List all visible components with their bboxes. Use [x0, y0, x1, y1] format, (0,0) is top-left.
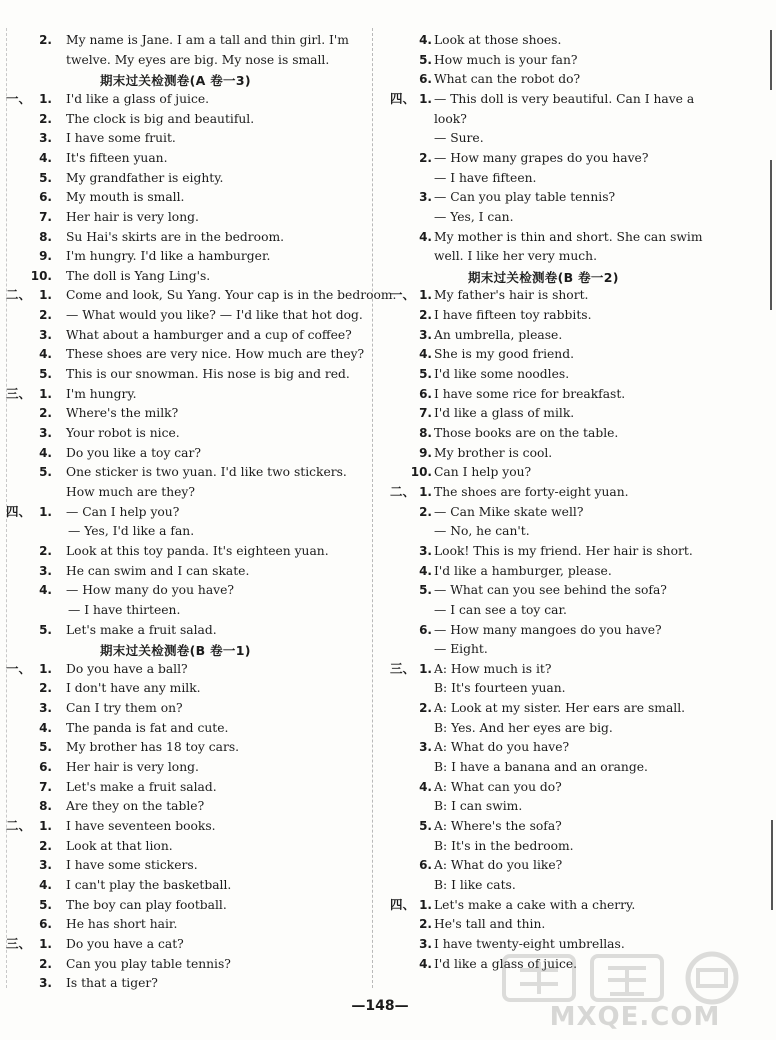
item-number: 4.: [419, 347, 432, 362]
answer-text: My brother has 18 toy cars.: [66, 740, 240, 755]
item-number: 7.: [419, 406, 432, 421]
item-number: 1.: [39, 819, 52, 833]
item-number: 9.: [419, 445, 432, 460]
answer-text: I have some stickers.: [66, 858, 198, 873]
answer-text: My mouth is small.: [66, 190, 185, 205]
answer-text: Look at that lion.: [66, 838, 173, 853]
answer-text: well. I like her very much.: [434, 249, 597, 264]
item-number: 4.: [419, 563, 432, 578]
item-number: 4.: [419, 229, 432, 244]
answer-text: One sticker is two yuan. I'd like two stickers.: [66, 465, 347, 480]
answer-text: Those books are on the table.: [434, 426, 619, 440]
item-number: 1.: [419, 91, 432, 106]
item-number: 2.: [419, 504, 432, 519]
answer-text: Look at this toy panda. It's eighteen yuan.: [66, 543, 329, 558]
answer-text: Where's the milk?: [66, 406, 179, 421]
item-number: 9.: [39, 249, 52, 264]
answer-text: My father's hair is short.: [434, 288, 589, 303]
section-title: 期末过关检测卷(B 卷一2): [468, 269, 619, 285]
item-number: 3.: [419, 327, 432, 342]
answer-text: B: It's fourteen yuan.: [434, 681, 566, 696]
answer-text: He's tall and thin.: [434, 917, 546, 932]
answer-text: I'm hungry. I'd like a hamburger.: [66, 249, 271, 264]
answer-text: Can I try them on?: [66, 701, 183, 716]
item-number: 2.: [39, 33, 52, 47]
answer-text: I'd like a hamburger, please.: [434, 563, 612, 578]
answer-text: look?: [434, 111, 467, 126]
item-number: 4.: [419, 779, 432, 794]
section-marker: 二、: [390, 483, 416, 499]
item-number: 2.: [39, 111, 52, 126]
answer-text: — Can I help you?: [66, 504, 180, 519]
section-marker: 三、: [390, 660, 416, 676]
item-number: 4.: [419, 956, 432, 971]
answer-text: My grandfather is eighty.: [66, 170, 224, 185]
item-number: 1.: [39, 504, 52, 519]
section-marker: 二、: [6, 287, 32, 303]
scan-mark: [771, 820, 773, 910]
answer-text: I have some rice for breakfast.: [434, 386, 626, 401]
answer-text: Do you have a ball?: [66, 661, 188, 676]
item-number: 8.: [419, 426, 432, 440]
column-divider: [372, 28, 373, 988]
answer-text: How much is your fan?: [434, 52, 578, 67]
item-number: 6.: [39, 190, 52, 205]
answer-text: — Sure.: [434, 131, 484, 146]
answer-text: This is our snowman. His nose is big and red.: [66, 367, 350, 382]
answer-text: Can I help you?: [434, 465, 532, 480]
item-number: 2.: [39, 956, 52, 971]
answer-text: B: Yes. And her eyes are big.: [434, 720, 613, 735]
item-number: 3.: [419, 543, 432, 558]
answer-text: — How many grapes do you have?: [434, 150, 649, 165]
item-number: 7.: [39, 209, 52, 224]
answer-text: — This doll is very beautiful. Can I have a: [434, 91, 695, 106]
item-number: 1.: [39, 936, 52, 951]
item-number: 5.: [39, 465, 52, 480]
answer-text: A: What do you have?: [434, 740, 570, 755]
answer-text: My brother is cool.: [434, 445, 553, 460]
answer-text: The boy can play football.: [66, 897, 227, 912]
section-marker: 三、: [6, 385, 32, 401]
answer-text: — What would you like? — I'd like that hot dog.: [66, 308, 363, 323]
section-marker: 四、: [6, 503, 32, 519]
item-number: 6.: [419, 386, 432, 401]
answer-text: A: Look at my sister. Her ears are small.: [434, 701, 686, 716]
answer-text: Let's make a cake with a cherry.: [434, 897, 636, 912]
answer-text: Can you play table tennis?: [66, 956, 231, 971]
answer-text: I have twenty-eight umbrellas.: [434, 936, 625, 951]
answer-text: What about a hamburger and a cup of coffee?: [66, 327, 352, 342]
item-number: 6.: [419, 622, 432, 637]
answer-text: What can the robot do?: [434, 72, 581, 87]
item-number: 5.: [419, 583, 432, 598]
answer-text: The panda is fat and cute.: [66, 720, 229, 735]
answer-text: A: What can you do?: [434, 779, 562, 794]
item-number: 10.: [410, 465, 432, 480]
item-number: 3.: [39, 327, 52, 342]
item-number: 2.: [39, 406, 52, 421]
scan-mark: [770, 160, 772, 310]
answer-text: Let's make a fruit salad.: [66, 779, 217, 794]
answer-text: B: I have a banana and an orange.: [434, 760, 648, 775]
item-number: 1.: [419, 484, 432, 499]
answer-text: — No, he can't.: [434, 524, 530, 539]
answer-text: Her hair is very long.: [66, 209, 199, 224]
answer-text: — I can see a toy car.: [434, 602, 567, 617]
section-marker: 一、: [6, 660, 32, 676]
item-number: 4.: [39, 445, 52, 460]
item-number: 1.: [419, 288, 432, 303]
item-number: 3.: [39, 563, 52, 578]
answer-text: — I have fifteen.: [434, 170, 537, 185]
answer-text: twelve. My eyes are big. My nose is small.: [66, 52, 330, 67]
answer-text: Let's make a fruit salad.: [66, 622, 217, 637]
item-number: 2.: [39, 838, 52, 853]
item-number: 3.: [39, 858, 52, 873]
item-number: 5.: [39, 740, 52, 755]
item-number: 1.: [39, 661, 52, 676]
item-number: 4.: [419, 33, 432, 47]
item-number: 5.: [39, 170, 52, 185]
answer-text: These shoes are very nice. How much are they?: [66, 347, 365, 362]
answer-text: I'd like a glass of milk.: [434, 406, 575, 421]
answer-text: The shoes are forty-eight yuan.: [434, 484, 629, 499]
answer-text: I'd like some noodles.: [434, 367, 570, 382]
answer-text: I have fifteen toy rabbits.: [434, 308, 592, 323]
answer-text: Come and look, Su Yang. Your cap is in the bedroom.: [66, 288, 397, 303]
answer-text: Su Hai's skirts are in the bedroom.: [66, 229, 285, 244]
answer-text: I have seventeen books.: [66, 819, 216, 833]
item-number: 8.: [39, 229, 52, 244]
answer-text: A: How much is it?: [434, 661, 552, 676]
answer-text: — How many do you have?: [66, 583, 234, 598]
answer-text: B: It's in the bedroom.: [434, 838, 574, 853]
answer-text: B: I like cats.: [434, 877, 516, 892]
answer-text: I'm hungry.: [66, 386, 137, 401]
answer-text: I'd like a glass of juice.: [434, 956, 578, 971]
answer-text: My name is Jane. I am a tall and thin girl. I'm: [66, 33, 349, 47]
item-number: 3.: [419, 936, 432, 951]
item-number: 8.: [39, 799, 52, 814]
item-number: 3.: [419, 740, 432, 755]
item-number: 4.: [39, 150, 52, 165]
item-number: 10.: [30, 268, 52, 283]
answer-text: — Can Mike skate well?: [434, 504, 584, 519]
item-number: 4.: [39, 877, 52, 892]
answer-text: — What can you see behind the sofa?: [434, 583, 667, 598]
item-number: 4.: [39, 347, 52, 362]
section-marker: 一、: [390, 287, 416, 303]
answer-text: — I have thirteen.: [68, 602, 181, 617]
answer-text: My mother is thin and short. She can swim: [434, 229, 703, 244]
item-number: 2.: [39, 543, 52, 558]
answer-text: Do you have a cat?: [66, 936, 184, 951]
item-number: 2.: [419, 308, 432, 323]
answer-text: He can swim and I can skate.: [66, 563, 250, 578]
section-marker: 四、: [390, 90, 416, 106]
answer-text: B: I can swim.: [434, 799, 523, 814]
scan-mark: [770, 30, 772, 90]
answer-text: I'd like a glass of juice.: [66, 91, 210, 106]
section-marker: 一、: [6, 90, 32, 106]
item-number: 2.: [419, 701, 432, 716]
item-number: 7.: [39, 779, 52, 794]
answer-text: Do you like a toy car?: [66, 445, 201, 460]
section-title: 期末过关检测卷(B 卷一1): [100, 643, 251, 659]
item-number: 1.: [39, 91, 52, 106]
item-number: 2.: [419, 150, 432, 165]
item-number: 2.: [39, 308, 52, 323]
answer-text: A: What do you like?: [434, 858, 563, 873]
item-number: 1.: [419, 897, 432, 912]
item-number: 6.: [39, 760, 52, 775]
item-number: 6.: [419, 72, 432, 87]
answer-text: Your robot is nice.: [66, 426, 180, 440]
answer-text: I have some fruit.: [66, 131, 176, 146]
section-marker: 四、: [390, 896, 416, 912]
answer-text: Her hair is very long.: [66, 760, 199, 775]
answer-text: She is my good friend.: [434, 347, 574, 362]
item-number: 3.: [39, 976, 52, 991]
watermark-url: MXQE.COM: [549, 1002, 721, 1032]
answer-text: The clock is big and beautiful.: [66, 111, 255, 126]
item-number: 5.: [419, 367, 432, 382]
answer-text: Look at those shoes.: [434, 33, 562, 47]
page-number: —148—: [351, 998, 409, 1014]
item-number: 6.: [39, 917, 52, 932]
answer-text: The doll is Yang Ling's.: [66, 268, 211, 283]
section-marker: 三、: [6, 935, 32, 951]
item-number: 2.: [39, 681, 52, 696]
answer-text: I can't play the basketball.: [66, 877, 232, 892]
item-number: 2.: [419, 917, 432, 932]
answer-text: — Can you play table tennis?: [434, 190, 616, 205]
item-number: 6.: [419, 858, 432, 873]
answer-text: — Eight.: [434, 642, 488, 657]
item-number: 1.: [419, 661, 432, 676]
answer-text: I don't have any milk.: [66, 681, 201, 696]
item-number: 5.: [39, 897, 52, 912]
item-number: 4.: [39, 583, 52, 598]
answer-text: An umbrella, please.: [434, 327, 563, 342]
item-number: 1.: [39, 386, 52, 401]
answer-text: Is that a tiger?: [66, 976, 158, 991]
answer-text: It's fifteen yuan.: [66, 150, 168, 165]
answer-text: How much are they?: [66, 484, 195, 499]
section-title: 期末过关检测卷(A 卷一3): [100, 73, 251, 89]
item-number: 5.: [39, 622, 52, 637]
item-number: 5.: [39, 367, 52, 382]
item-number: 5.: [419, 819, 432, 833]
answer-text: — Yes, I'd like a fan.: [68, 524, 195, 539]
item-number: 4.: [39, 720, 52, 735]
item-number: 3.: [39, 131, 52, 146]
answer-text: He has short hair.: [66, 917, 178, 932]
answer-text: — Yes, I can.: [434, 209, 514, 224]
item-number: 5.: [419, 52, 432, 67]
item-number: 3.: [39, 426, 52, 440]
section-marker: 二、: [6, 818, 32, 833]
item-number: 3.: [39, 701, 52, 716]
item-number: 3.: [419, 190, 432, 205]
answer-text: Look! This is my friend. Her hair is short.: [434, 543, 693, 558]
answer-text: A: Where's the sofa?: [434, 819, 562, 833]
answer-text: Are they on the table?: [66, 799, 205, 814]
answer-text: — How many mangoes do you have?: [434, 622, 662, 637]
item-number: 1.: [39, 288, 52, 303]
